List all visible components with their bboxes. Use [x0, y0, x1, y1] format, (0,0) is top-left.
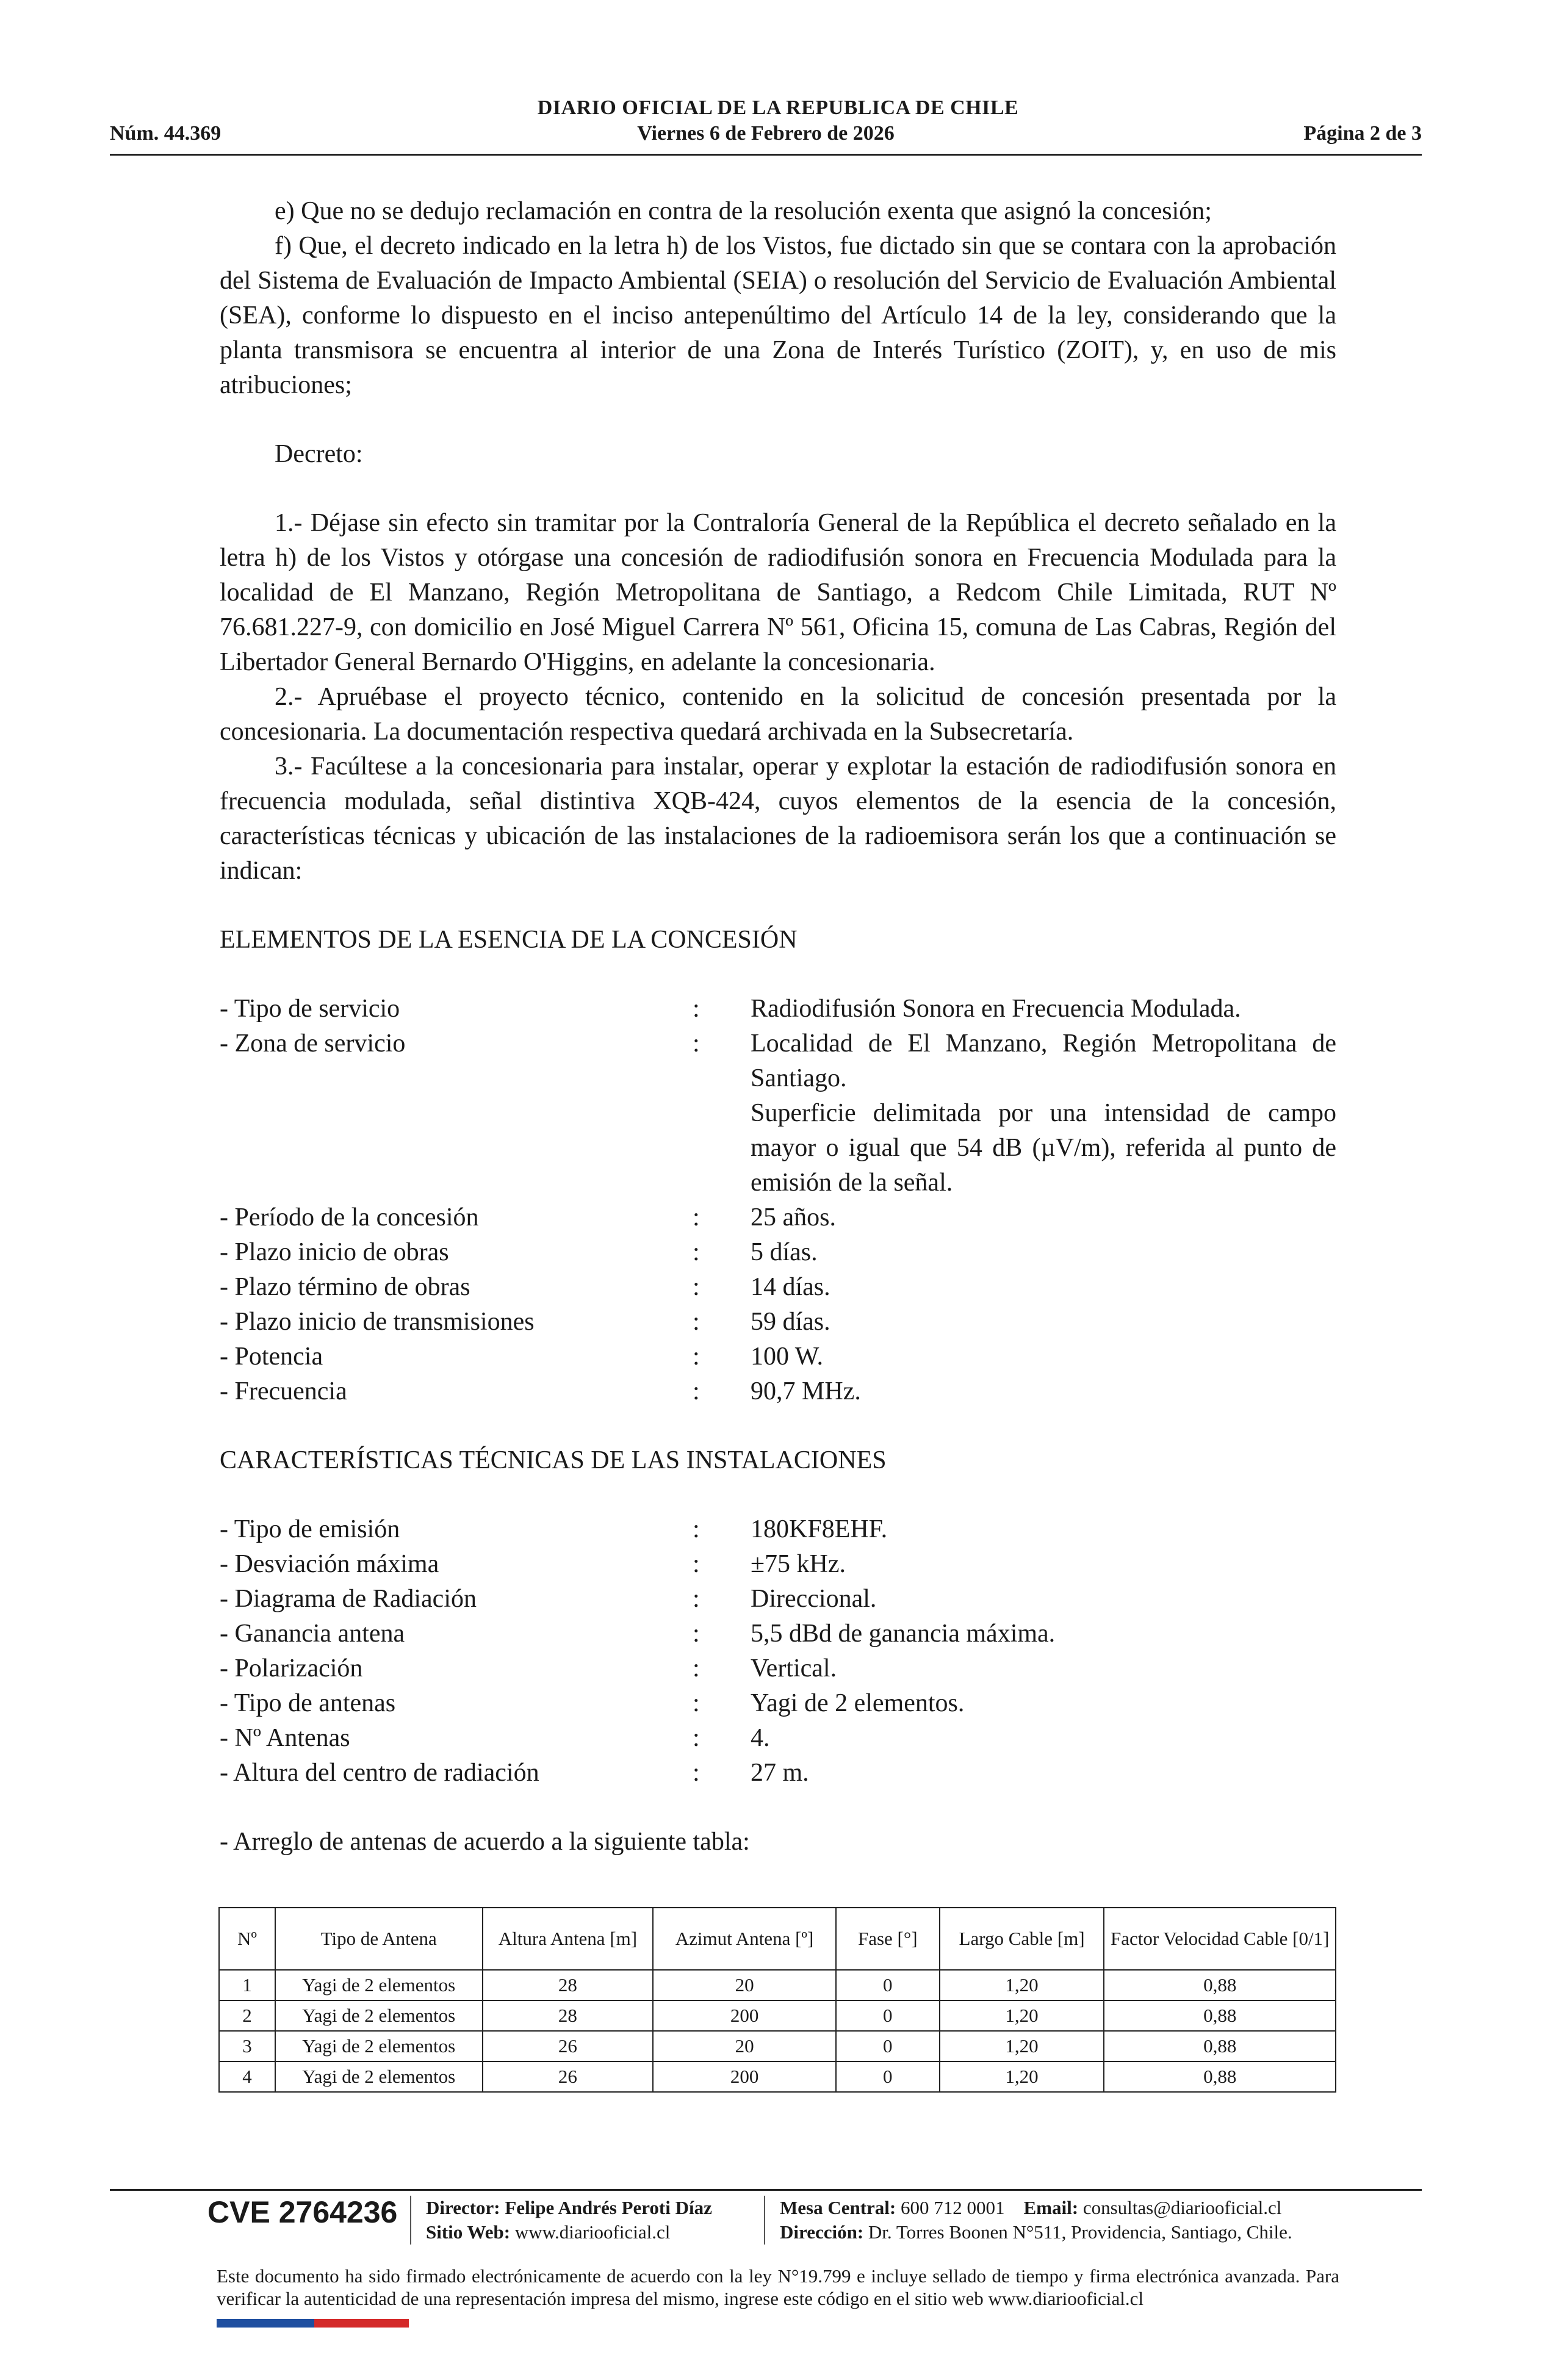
elements-row: - Potencia : 100 W.: [220, 1343, 824, 1371]
header-divider: [110, 154, 1422, 156]
article-2: 2.- Apruébase el proyecto técnico, contenido en la solicitud de concesión presentada por la concesionaria. La documentación respectiva quedará archivada en la Subsecretaría.: [220, 683, 1336, 746]
elements-row: - Plazo término de obras : 14 días.: [220, 1273, 830, 1301]
header-row: [110, 122, 1422, 150]
table-row: 4 Yagi de 2 elementos 26 200 0 1,20 0,88: [219, 2061, 1336, 2092]
paragraph-e: e) Que no se dedujo reclamación en contra de la resolución exenta que asignó la concesión;: [275, 197, 1212, 225]
elements-row: - Plazo inicio de transmisiones : 59 días.: [220, 1308, 830, 1336]
elements-list: [220, 992, 1336, 1409]
technical-list: [220, 1512, 1336, 1790]
table-header: Factor Velocidad Cable [0/1]: [1104, 1908, 1336, 1970]
flag-bar-red: [314, 2319, 409, 2328]
elements-row: - Zona de servicio : Localidad de El Manzano, Región Metropolitana de Santiago. Superficie delimitada por una intensidad de campo mayor o igual que 54 dB (µV/m), referida al punto de emisión de la señal.: [220, 1026, 1336, 1200]
article-3: 3.- Facúltese a la concesionaria para instalar, operar y explotar la estación de radiodifusión sonora en frecuencia modulada, señal distintiva XQB-424, cuyos elementos de la esencia de la concesión, características técnicas y ubicación de las instalaciones de la radioemisora serán los que a continuación se indican:: [220, 752, 1336, 885]
technical-row: - Tipo de antenas : Yagi de 2 elementos.: [220, 1689, 965, 1717]
phone-number: 600 712 0001: [901, 2197, 1005, 2218]
table-header: Tipo de Antena: [275, 1908, 483, 1970]
address: Dr. Torres Boonen N°511, Providencia, Santiago, Chile.: [868, 2221, 1292, 2243]
table-row: 1 Yagi de 2 elementos 28 20 0 1,20 0,88: [219, 1970, 1336, 2000]
table-intro: - Arreglo de antenas de acuerdo a la siguiente tabla:: [220, 1828, 750, 1856]
journal-title: DIARIO OFICIAL DE LA REPUBLICA DE CHILE: [537, 96, 1019, 119]
table-header: Azimut Antena [º]: [653, 1908, 836, 1970]
paragraph-f: f) Que, el decreto indicado en la letra h) de los Vistos, fue dictado sin que se contara con la aprobación del Sistema de Evaluación de Impacto Ambiental (SEIA) o resolución del Servicio de Evaluación Ambiental (SEA), conforme lo dispuesto en el inciso antepenúltimo del Artículo 14 de la ley, considerando que la planta transmisora se encuentra al interior de una Zona de Interés Turístico (ZOIT), y, en uso de mis atribuciones;: [220, 232, 1336, 399]
service-zone-value: Localidad de El Manzano, Región Metropolitana de Santiago.: [751, 1030, 1336, 1092]
director-name: Felipe Andrés Peroti Díaz: [505, 2197, 712, 2218]
technical-row: - Diagrama de Radiación : Direccional.: [220, 1585, 877, 1613]
footer-director-block: Director: Felipe Andrés Peroti Díaz Sitio Web: www.diariooficial.cl: [426, 2197, 712, 2243]
technical-row: - Tipo de emisión : 180KF8EHF.: [220, 1515, 888, 1543]
footer-divider: [110, 2189, 1422, 2191]
table-header: Largo Cable [m]: [940, 1908, 1104, 1970]
footer-contact-block: Mesa Central: 600 712 0001 Email: consultas@diariooficial.cl Dirección: Dr. Torres Boonen N°511, Providencia, Santiago, Chile.: [780, 2197, 1292, 2243]
table-row: 2 Yagi de 2 elementos 28 200 0 1,20 0,88: [219, 2000, 1336, 2031]
technical-row: - Desviación máxima : ±75 kHz.: [220, 1550, 846, 1578]
elements-row: - Tipo de servicio : Radiodifusión Sonora en Frecuencia Modulada.: [220, 995, 1241, 1023]
table-header: Fase [°]: [836, 1908, 940, 1970]
table-header: Nº: [219, 1908, 275, 1970]
issue-date: Viernes 6 de Febrero de 2026: [637, 122, 895, 145]
page-indicator: Página 2 de 3: [1303, 122, 1422, 145]
website-link[interactable]: www.diariooficial.cl: [514, 2221, 671, 2243]
cve-code: CVE 2764236: [207, 2195, 398, 2229]
flag-bar-blue: [217, 2319, 314, 2328]
table-header: Altura Antena [m]: [483, 1908, 654, 1970]
elements-heading: ELEMENTOS DE LA ESENCIA DE LA CONCESIÓN: [220, 926, 798, 954]
document-body: [220, 194, 1336, 1859]
legal-notice: Este documento ha sido firmado electrónicamente de acuerdo con la ley N°19.799 e incluye sellado de tiempo y firma electrónica avanzada. Para verificar la autenticidad de una representación impresa del mismo, ingrese este código en el sitio web www.diariooficial.cl: [217, 2265, 1339, 2309]
technical-row: - Nº Antenas : 4.: [220, 1724, 770, 1752]
footer-separator: [764, 2196, 765, 2245]
antenna-table: [218, 1907, 1336, 2093]
technical-row: - Ganancia antena : 5,5 dBd de ganancia máxima.: [220, 1620, 1056, 1648]
footer-separator: [410, 2196, 411, 2245]
table-row: 3 Yagi de 2 elementos 26 20 0 1,20 0,88: [219, 2031, 1336, 2061]
issue-number: Núm. 44.369: [110, 122, 222, 145]
decreto-label: Decreto:: [275, 440, 363, 468]
elements-row: - Frecuencia : 90,7 MHz.: [220, 1377, 861, 1405]
email-link[interactable]: consultas@diariooficial.cl: [1082, 2197, 1282, 2218]
elements-row: - Período de la concesión : 25 años.: [220, 1203, 836, 1231]
technical-row: - Altura del centro de radiación : 27 m.: [220, 1759, 809, 1787]
service-zone-detail: Superficie delimitada por una intensidad de campo mayor o igual que 54 dB (µV/m), referida al punto de emisión de la señal.: [751, 1099, 1336, 1197]
technical-heading: CARACTERÍSTICAS TÉCNICAS DE LAS INSTALACIONES: [220, 1446, 887, 1474]
table-header-row: [219, 1908, 1336, 1970]
technical-row: - Polarización : Vertical.: [220, 1654, 837, 1682]
article-1: 1.- Déjase sin efecto sin tramitar por la Contraloría General de la República el decreto señalado en la letra h) de los Vistos y otórgase una concesión de radiodifusión sonora en Frecuencia Modulada para la localidad de El Manzano, Región Metropolitana de Santiago, a Redcom Chile Limitada, RUT Nº 76.681.227-9, con domicilio en José Miguel Carrera Nº 561, Oficina 15, comuna de Las Cabras, Región del Libertador General Bernardo O'Higgins, en adelante la concesionaria.: [220, 509, 1336, 676]
elements-row: - Plazo inicio de obras : 5 días.: [220, 1238, 818, 1266]
